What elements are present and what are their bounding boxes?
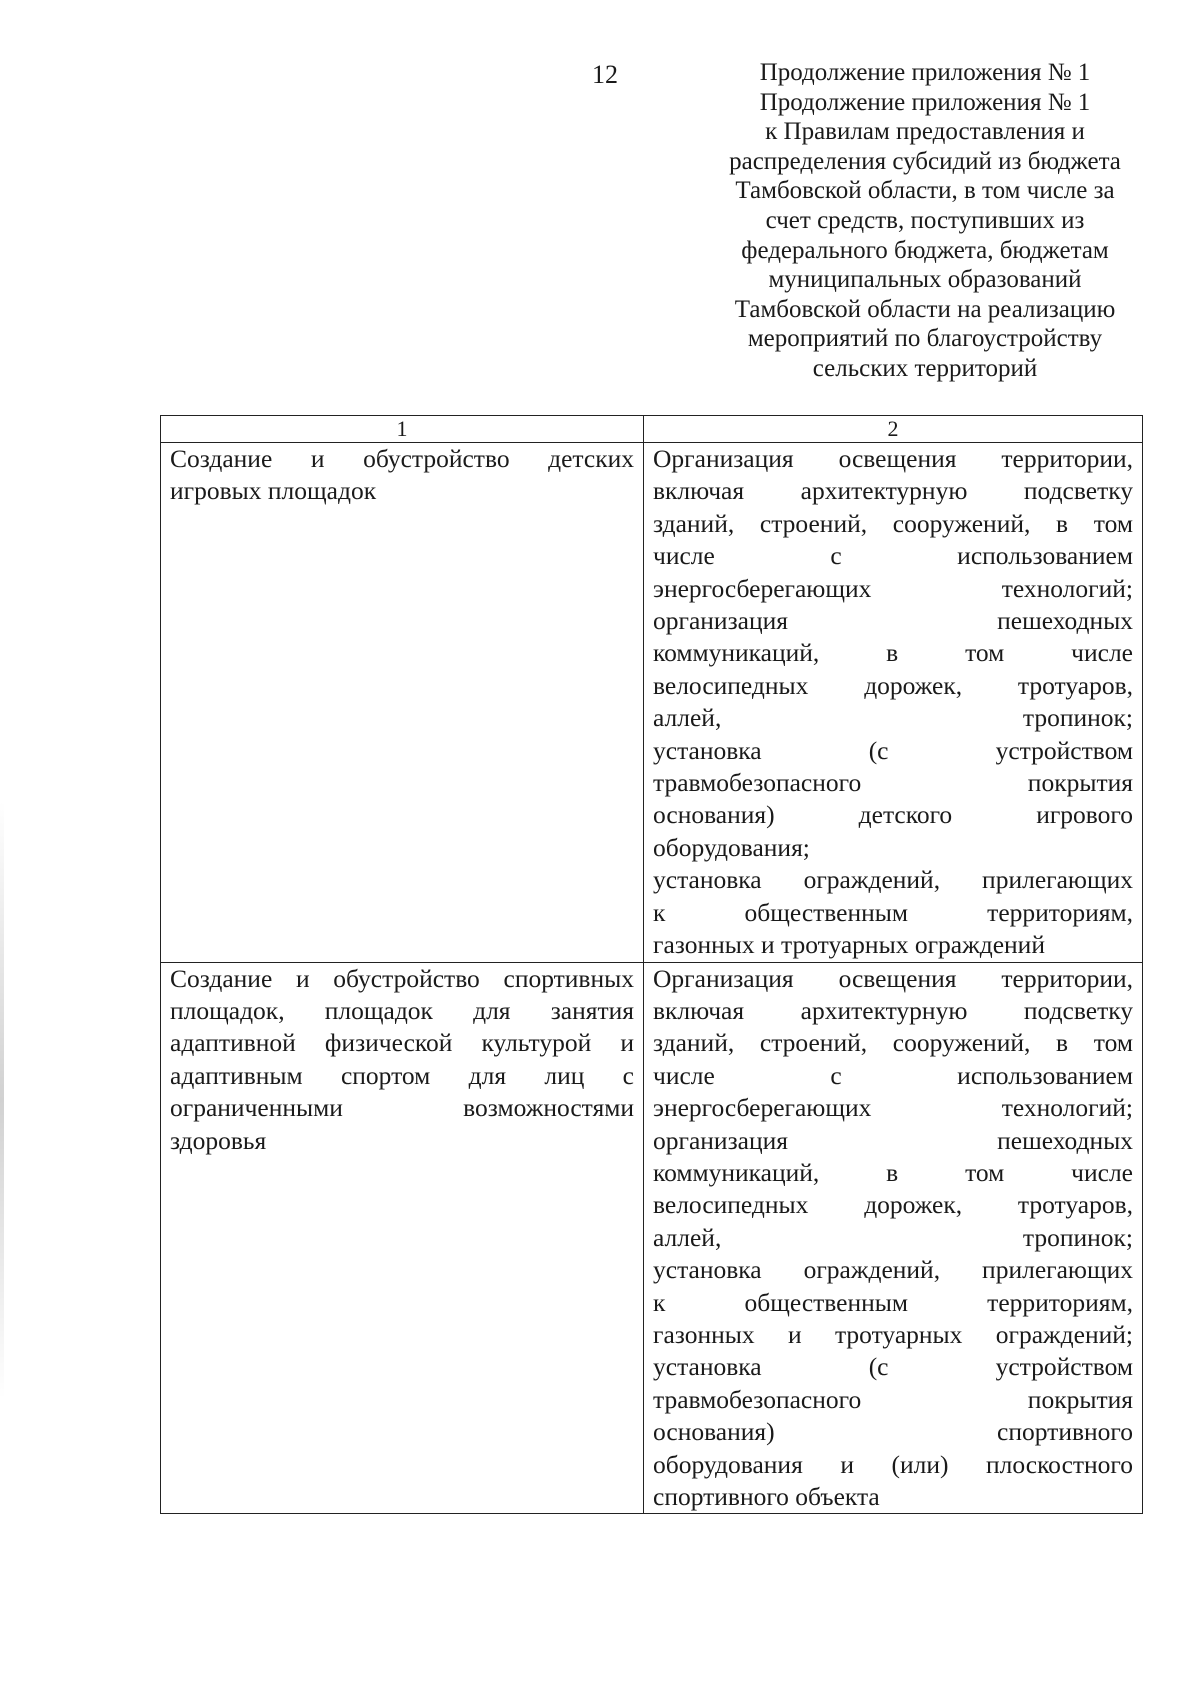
cell-line: установка ограждений, прилегающих — [653, 865, 1133, 895]
cell-line: коммуникаций, в том числе — [653, 638, 1133, 668]
cell-line: игровых площадок — [170, 476, 377, 506]
table-row — [161, 962, 1143, 1514]
cell-line: газонных и тротуарных ограждений — [653, 930, 1045, 960]
cell-line: аллей, тропинок; — [653, 703, 1133, 733]
cell-line: организация пешеходных — [653, 1125, 1133, 1155]
cell-line: числе с использованием — [653, 541, 1133, 571]
cell-line: включая архитектурную подсветку — [653, 476, 1133, 506]
cell-line: здоровья — [170, 1125, 267, 1155]
cell-line: зданий, строений, сооружений, в том — [653, 508, 1133, 538]
header-line: муниципальных образований — [768, 266, 1082, 294]
cell-line: травмобезопасного покрытия — [653, 1384, 1133, 1414]
cell-line: травмобезопасного покрытия — [653, 768, 1133, 798]
cell-line: к общественным территориям, — [653, 897, 1133, 927]
header-line: мероприятий по благоустройству — [747, 325, 1103, 353]
cell-line: адаптивной физической культурой и — [170, 1028, 634, 1058]
header-line: федерального бюджета, бюджетам — [741, 236, 1109, 264]
cell-line: коммуникаций, в том числе — [653, 1157, 1133, 1187]
cell-line: основания) детского игрового — [653, 800, 1133, 830]
cell-line: Создание и обустройство спортивных — [170, 963, 634, 993]
cell-line: включая архитектурную подсветку — [653, 995, 1133, 1025]
measure-works-cell — [644, 443, 1143, 963]
measure-works-cell — [644, 962, 1143, 1514]
cell-line: аллей, тропинок; — [653, 1222, 1133, 1252]
measure-name-cell — [161, 962, 644, 1514]
table-row — [161, 443, 1143, 963]
header-line: Тамбовской области, в том числе за — [735, 177, 1115, 205]
appendix-header — [690, 58, 1160, 384]
cell-line: установка ограждений, прилегающих — [653, 1255, 1133, 1285]
measure-name-cell — [161, 443, 644, 963]
cell-line: энергосберегающих технологий; — [653, 1093, 1133, 1123]
cell-line: установка (с устройством — [653, 735, 1133, 765]
cell-line: спортивного объекта — [653, 1482, 880, 1511]
header-line: Тамбовской области на реализацию — [734, 295, 1116, 323]
cell-line: организация пешеходных — [653, 606, 1133, 636]
cell-line: Организация освещения территории, — [653, 444, 1133, 473]
header-line: к Правилам предоставления и — [765, 118, 1085, 146]
cell-line: установка (с устройством — [653, 1352, 1133, 1382]
cell-line: энергосберегающих технологий; — [653, 573, 1133, 603]
cell-line: ограниченными возможностями — [170, 1093, 634, 1123]
cell-line: к общественным территориям, — [653, 1287, 1133, 1317]
cell-line: велосипедных дорожек, тротуаров, — [653, 670, 1133, 700]
header-line: сельских территорий — [812, 354, 1038, 382]
cell-line: оборудования; — [653, 832, 810, 862]
cell-line: оборудования и (или) плоскостного — [653, 1449, 1133, 1479]
column-header-1: 1 — [161, 416, 644, 443]
cell-line: основания) спортивного — [653, 1417, 1133, 1447]
cell-line: Организация освещения территории, — [653, 963, 1133, 993]
column-header-2: 2 — [644, 416, 1143, 443]
cell-line: площадок, площадок для занятия — [170, 995, 634, 1025]
header-line: Продолжение приложения № 1 — [759, 59, 1091, 86]
header-line: счет средств, поступивших из — [765, 206, 1085, 234]
cell-line: зданий, строений, сооружений, в том — [653, 1028, 1133, 1058]
page-number: 12 — [592, 60, 618, 89]
table-header-row — [161, 416, 1143, 443]
header-line: распределения субсидий из бюджета — [729, 147, 1121, 175]
cell-line: велосипедных дорожек, тротуаров, — [653, 1190, 1133, 1220]
measures-table — [160, 415, 1143, 1514]
header-line: Продолжение приложения № 1 — [759, 88, 1091, 116]
scan-shadow — [0, 800, 4, 1400]
cell-line: адаптивным спортом для лиц с — [170, 1060, 634, 1090]
cell-line: Создание и обустройство детских — [170, 444, 634, 473]
cell-line: числе с использованием — [653, 1060, 1133, 1090]
cell-line: газонных и тротуарных ограждений; — [653, 1319, 1133, 1349]
